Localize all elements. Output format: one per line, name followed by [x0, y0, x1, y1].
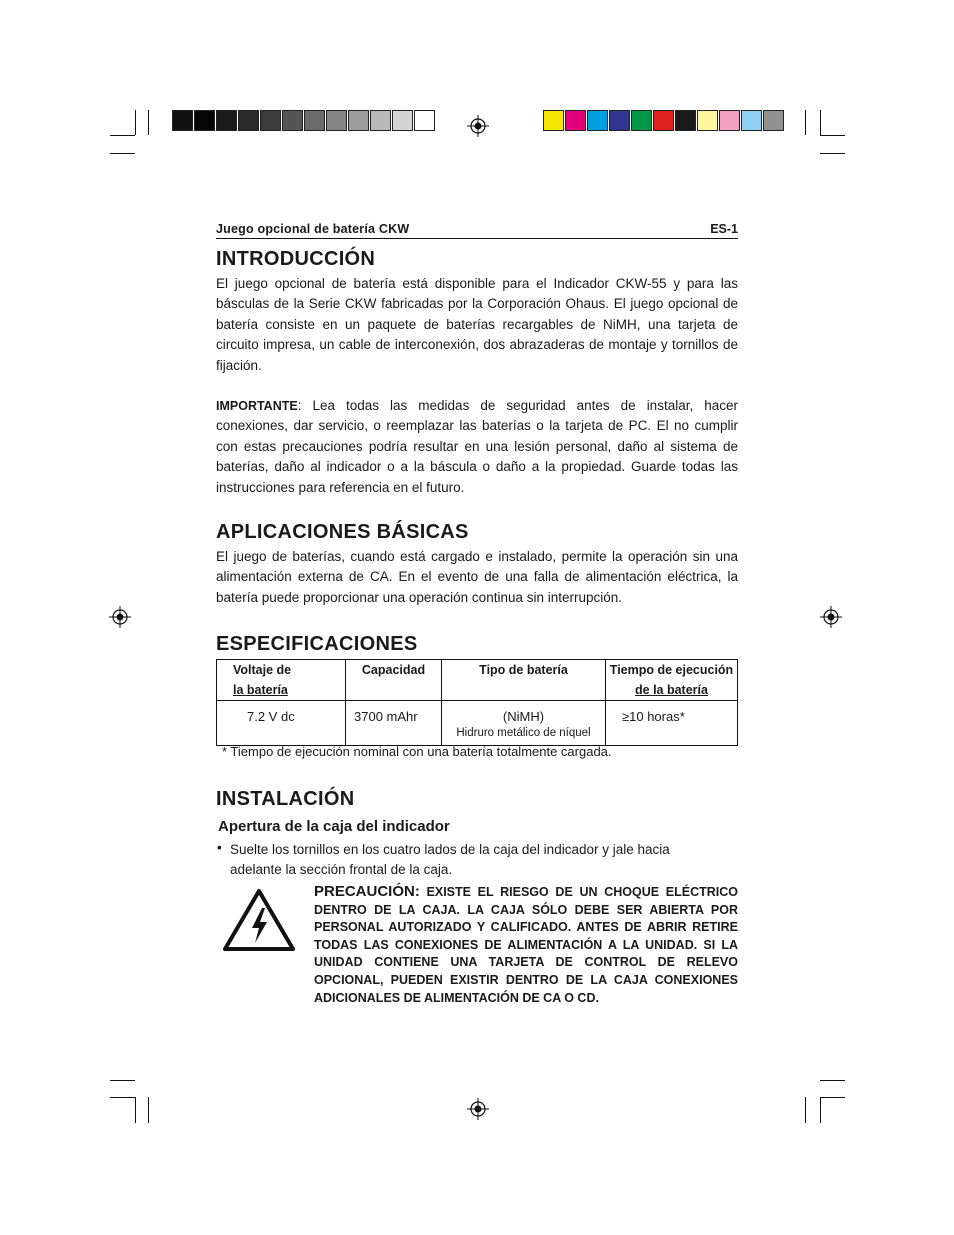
color-swatch	[370, 110, 391, 131]
color-swatch	[565, 110, 586, 131]
caution-paragraph	[314, 883, 738, 1007]
table-footnote: * Tiempo de ejecución nominal con una batería totalmente cargada.	[222, 744, 612, 759]
color-swatch	[282, 110, 303, 131]
process-color-bar	[543, 110, 785, 132]
specifications-table	[216, 659, 738, 746]
grayscale-color-bar	[172, 110, 436, 132]
color-swatch	[741, 110, 762, 131]
header-cell-capacidad: Capacidad	[346, 660, 442, 701]
important-paragraph	[216, 396, 738, 498]
color-swatch	[609, 110, 630, 131]
table-header-row	[217, 660, 738, 701]
page-number: ES-1	[710, 222, 738, 236]
running-title: Juego opcional de batería CKW	[216, 222, 410, 236]
color-swatch	[587, 110, 608, 131]
registration-mark-icon	[109, 606, 131, 628]
intro-paragraph: El juego opcional de batería está disponible para el Indicador CKW-55 y para las básculas de la Serie CKW fabricadas por la Corporación Ohaus. El juego opcional de batería consiste en un paquete de baterías recargables de NiMH, una tarjeta de circuito impresa, un cable de interconexión, dos abrazaderas de montaje y tornillos de fijación.	[216, 276, 738, 373]
table-row	[217, 701, 738, 746]
color-swatch	[172, 110, 193, 131]
color-swatch	[238, 110, 259, 131]
cell-capacidad: 3700 mAhr	[346, 701, 442, 746]
cell-tipo: (NiMH) Hidruro metálico de níquel	[442, 701, 606, 746]
caution-label: PRECAUCIÓN:	[314, 883, 420, 900]
color-swatch	[543, 110, 564, 131]
section-heading-instalacion: INSTALACIÓN	[216, 788, 355, 810]
header-cell-tiempo: Tiempo de ejecución de la batería	[606, 660, 738, 701]
section-heading-aplicaciones: APLICACIONES BÁSICAS	[216, 521, 469, 543]
color-swatch	[348, 110, 369, 131]
registration-mark-icon	[467, 1098, 489, 1120]
section-heading-introduccion: INTRODUCCIÓN	[216, 248, 376, 270]
color-swatch	[675, 110, 696, 131]
cell-tiempo: ≥10 horas*	[606, 701, 738, 746]
subheading-apertura: Apertura de la caja del indicador	[218, 818, 450, 835]
electric-shock-warning-icon	[222, 888, 296, 952]
section-heading-especificaciones: ESPECIFICACIONES	[216, 633, 418, 655]
aplicaciones-paragraph: El juego de baterías, cuando está cargado e instalado, permite la operación sin una alimentación externa de CA. En el evento de una falla de alimentación eléctrica, la batería puede proporcionar una operación continua sin interrupción.	[216, 549, 738, 605]
color-swatch	[392, 110, 413, 131]
color-swatch	[631, 110, 652, 131]
color-swatch	[326, 110, 347, 131]
color-swatch	[414, 110, 435, 131]
header-cell-tipo: Tipo de batería	[442, 660, 606, 701]
caution-text: EXISTE EL RIESGO DE UN CHOQUE ELÉCTRICO DENTRO DE LA CAJA. LA CAJA SÓLO DEBE SER ABIERTA POR PERSONAL AUTORIZADO Y CALIFICADO. ANTES DE ABRIR RETIRE TODAS LAS CONEXIONES DE ALIMENTACIÓN A LA UNIDAD. SI LA UNIDAD CONTIENE UNA TARJETA DE CONTROL DE RELEVO OPCIONAL, PUEDEN EXISTIR DENTRO DE LA CAJA CONEXIONES ADICIONALES DE ALIMENTACIÓN DE CA O CD.	[314, 885, 738, 1005]
color-swatch	[260, 110, 281, 131]
color-swatch	[194, 110, 215, 131]
important-text: : Lea todas las medidas de seguridad antes de instalar, hacer conexiones, dar servicio, o reemplazar las baterías o la tarjeta de PC. El no cumplir con estas precauciones podría resultar en una lesión personal, daño al sistema de baterías, daño al indicador o a la báscula o daño a la propiedad. Guarde todas las instrucciones para referencia en el futuro.	[216, 398, 738, 495]
registration-mark-icon	[820, 606, 842, 628]
color-swatch	[763, 110, 784, 131]
header-cell-voltaje: Voltaje de la batería	[217, 660, 346, 701]
cell-voltaje: 7.2 V dc	[217, 701, 346, 746]
color-swatch	[304, 110, 325, 131]
color-swatch	[653, 110, 674, 131]
registration-mark-icon	[467, 115, 489, 137]
important-label: IMPORTANTE	[216, 399, 298, 413]
bullet-icon: •	[217, 840, 222, 855]
color-swatch	[719, 110, 740, 131]
running-header	[216, 222, 738, 239]
color-swatch	[697, 110, 718, 131]
color-swatch	[216, 110, 237, 131]
bullet-text: Suelte los tornillos en los cuatro lados de la caja del indicador y jale hacia adelante la sección frontal de la caja.	[230, 842, 670, 878]
